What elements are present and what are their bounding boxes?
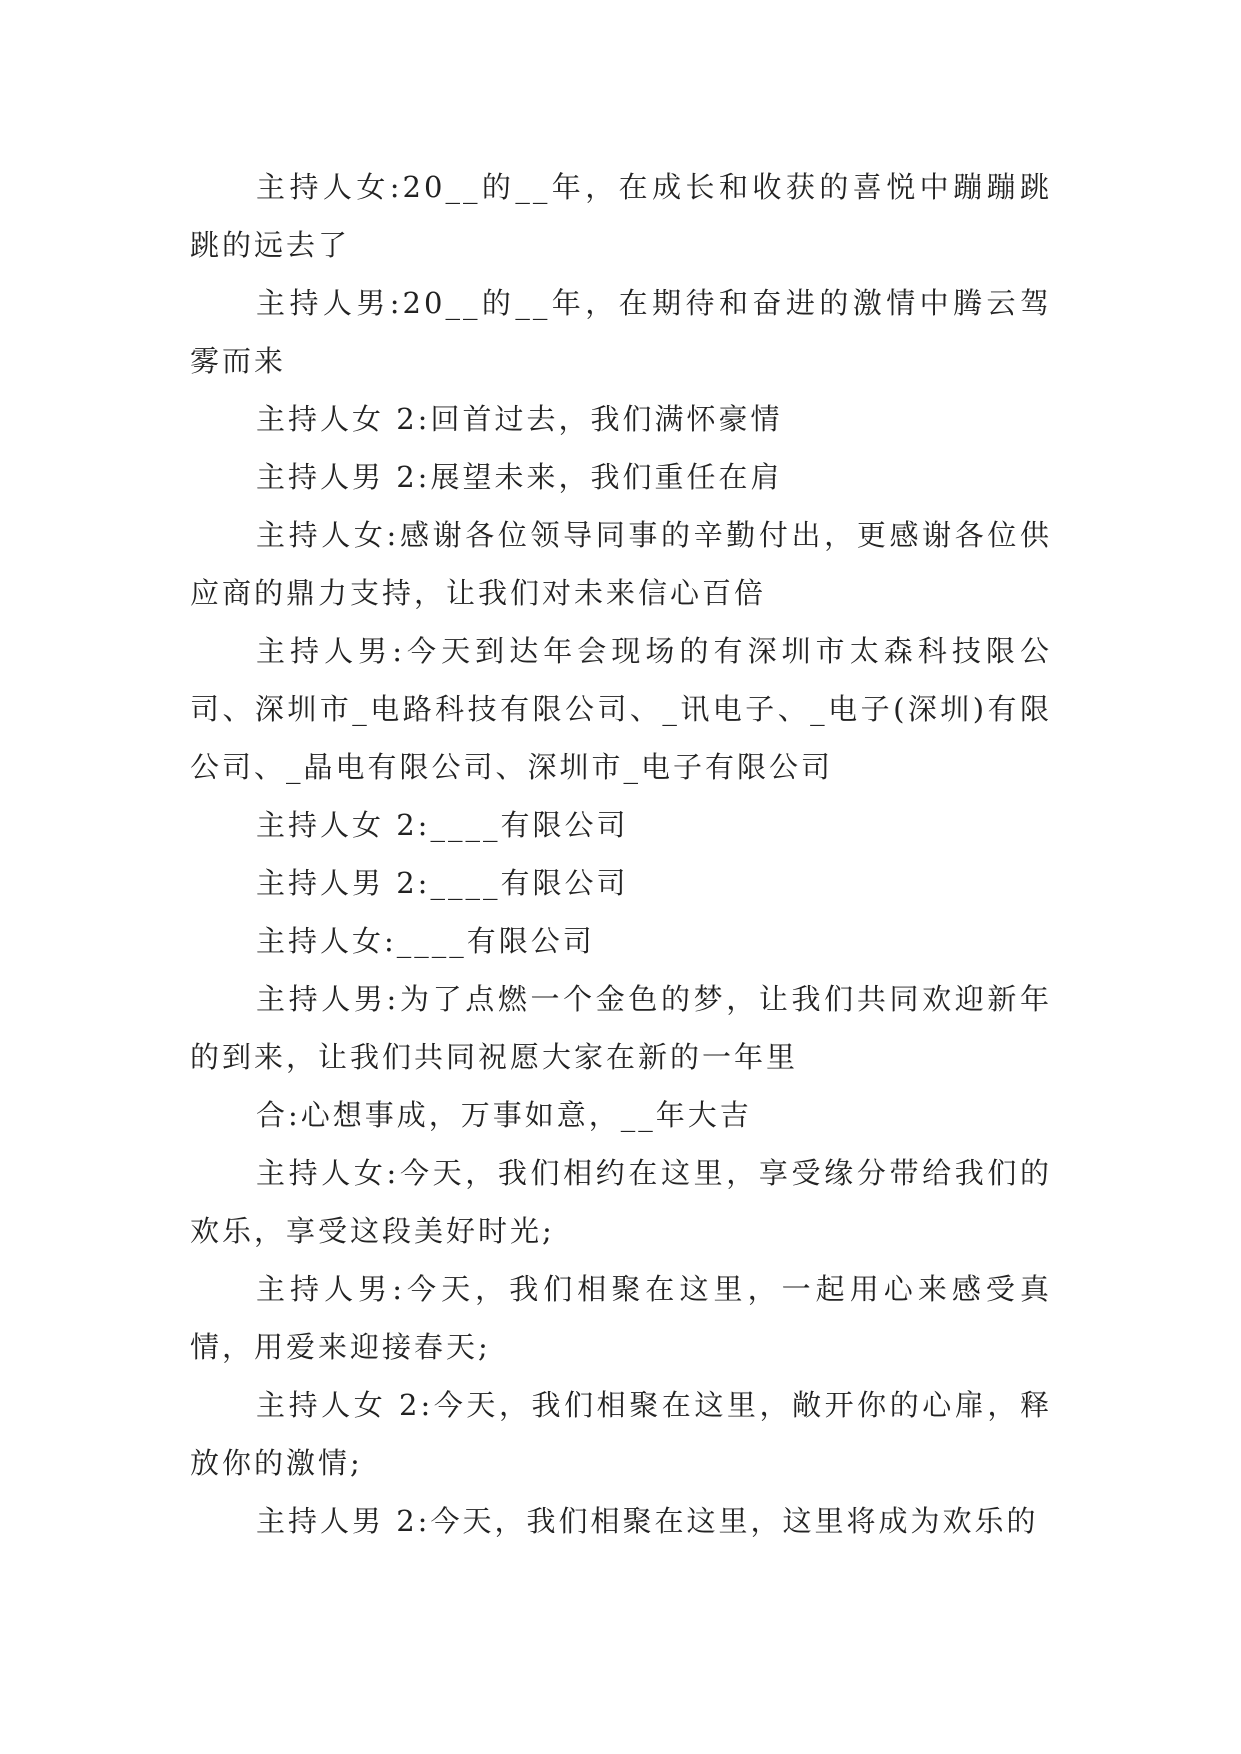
paragraph: 主持人男 2:展望未来，我们重任在肩	[256, 460, 783, 494]
paragraph: 主持人男 2:____有限公司	[256, 866, 629, 900]
paragraph: 主持人女 2:回首过去，我们满怀豪情	[256, 402, 783, 436]
paragraph: 主持人男 2:今天，我们相聚在这里，这里将成为欢乐的	[256, 1504, 1039, 1538]
paragraph: 主持人男:20__的__年，在期待和奋进的激情中腾云驾雾而来	[190, 286, 1052, 378]
paragraph: 主持人男:今天，我们相聚在这里，一起用心来感受真情，用爱来迎接春天;	[190, 1272, 1052, 1364]
paragraph: 主持人女 2:今天，我们相聚在这里，敞开你的心扉，释放你的激情;	[190, 1388, 1052, 1480]
paragraph: 主持人男:今天到达年会现场的有深圳市太森科技限公司、深圳市_电路科技有限公司、_讯电子、_电子(深圳)有限公司、_晶电有限公司、深圳市_电子有限公司	[190, 634, 1052, 784]
paragraph: 主持人女:今天，我们相约在这里，享受缘分带给我们的欢乐，享受这段美好时光;	[190, 1156, 1052, 1248]
document-page	[190, 158, 1052, 1550]
paragraph: 主持人女:感谢各位领导同事的辛勤付出，更感谢各位供应商的鼎力支持，让我们对未来信心百倍	[190, 518, 1052, 610]
paragraph: 主持人男:为了点燃一个金色的梦，让我们共同欢迎新年的到来，让我们共同祝愿大家在新的一年里	[190, 982, 1052, 1074]
paragraph: 主持人女 2:____有限公司	[256, 808, 629, 842]
paragraph: 主持人女:____有限公司	[256, 924, 595, 958]
paragraph: 合:心想事成，万事如意，__年大吉	[256, 1098, 752, 1132]
paragraph: 主持人女:20__的__年，在成长和收获的喜悦中蹦蹦跳跳的远去了	[190, 170, 1052, 262]
